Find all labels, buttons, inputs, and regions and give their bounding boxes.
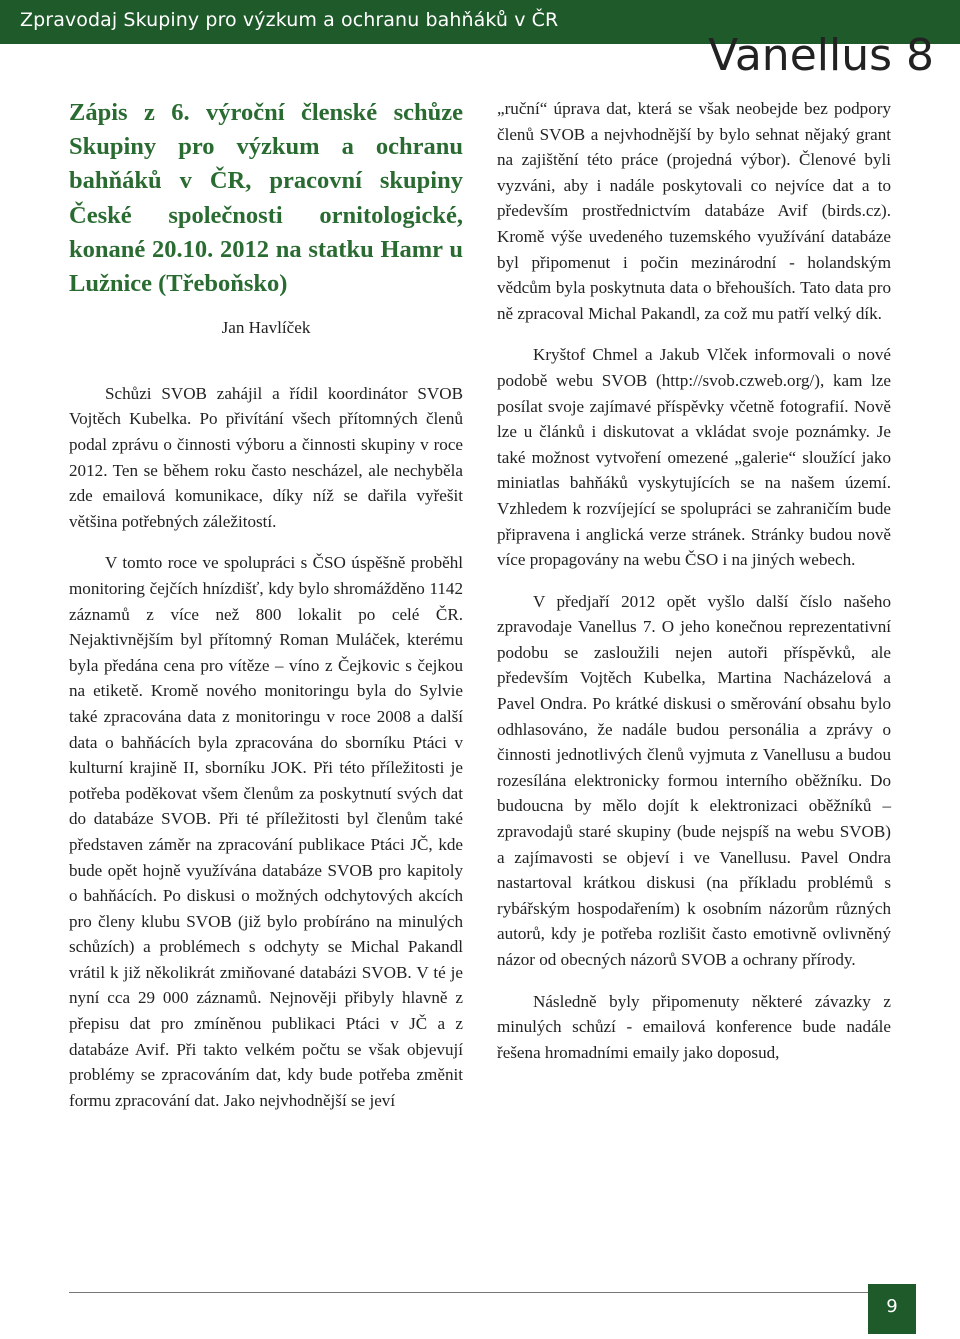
article-author: Jan Havlíček — [221, 318, 311, 338]
issue-title: Vanellus 8 — [708, 30, 934, 81]
paragraph: V předjaří 2012 opět vyšlo další číslo našeho zpravodaje Vanellus 7. O jeho konečnou reprezentativní podobu se zasloužili nejen autoři příspěvků, ale především Vojtěch Kubelka, Martina Nacházelová a Pavel Ondra. Po krátké diskusi o směrování obsahu bylo odhlasováno, že nadále budou personália a zprávy o činnosti jednotlivých členů vyjmuta z Vanellusu a budou rozesílána elektronicky formou interního oběžníku. Do budoucna by mělo dojít k elektronizaci oběžníků – zpravodajů staré skupiny (bude nejspíš na webu SVOB) a zajímavosti se objeví i ve Vanellusu. Pavel Ondra nastartoval krátkou diskusi (na příkladu problémů s rybářským hospodařením) k osobním názorům různých autorů, kdy je potřeba rozlišit často emotivně ovlivněný názor od obecných názorů SVOB a ochrany přírody. — [497, 591, 891, 969]
paragraph: V tomto roce ve spolupráci s ČSO úspěšně proběhl monitoring čejčích hnízdišť, kdy bylo shromážděno 1142 záznamů z více než 800 lokalit po celé ČR. Nejaktivnějším byl přítomný Roman Muláček, kterému byla předána cena pro vítěze – víno z Čejkovic s čejkou na etiketě. Kromě nového monitoringu byla do Sylvie také zpracována data z monitoringu v roce 2008 a další data o bahňácích byla zpracována do sborníku Ptáci v kulturní krajině II, sborníku JOK. Při této příležitosti je potřeba poděkovat všem členům za poskytnutí svých dat do databáze SVOB. Při té příležitosti byl členům také představen záměr na zpracování publikace Ptáci JČ, kde bude opět hojně využívána databáze SVOB pro kapitoly o bahňácích. Po diskusi o možných odchytových akcích pro členy klubu SVOB (již bylo probíráno na minulých schůzích) a problémech s odchyty se Michal Pakandl vrátil k již několikrát zmiňované databázi SVOB. V té je nyní cca 29 000 záznamů. Nejnověji přibyly hlavně z přepisu dat pro zmíněnou publikaci Ptáci v JČ a z databáze Avif. Při takto velkém počtu se však objevují problémy se zpracováním dat, kdy bude potřeba změnit formu zpracování dat. Jako nejvhodnější se jeví — [69, 553, 463, 1110]
article-title: Zápis z 6. výroční členské schůze Skupiny pro výzkum a ochranu bahňáků v ČR, pracovní skupiny České společnosti ornitologické, konané 20.10. 2012 na statku Hamr u Lužnice (Třeboňsko) — [69, 99, 463, 298]
right-column — [497, 96, 891, 1065]
page-number: 9 — [886, 1296, 898, 1317]
newsletter-title: Zpravodaj Skupiny pro výzkum a ochranu bahňáků v ČR — [20, 9, 559, 31]
paragraph: Následně byly připomenuty některé závazky z minulých schůzí - emailová konference bude nadále řešena hromadními emaily jako doposud, — [497, 991, 891, 1062]
paragraph: Kryštof Chmel a Jakub Vlček informovali o nové podobě webu SVOB (http://svob.czweb.org/), kam lze posílat svoje zajímavé příspěvky včetně fotografií. Nově lze u článků i diskutovat a vkládat svoje poznámky. Je také možnost vytvoření omezené „galerie“ sloužící jako miniatlas bahňáků vyskytujících se na našem území. Vzhledem k rozvíjející se spolupráci se zahraničím bude připravena i anglická verze stránek. Stránky budou nově více propagovány na webu ČSO i na jiných webech. — [497, 345, 891, 570]
page-number-box — [868, 1284, 916, 1334]
paragraph: Schůzi SVOB zahájil a řídil koordinátor SVOB Vojtěch Kubelka. Po přivítání všech přítomných členů podal zprávu o činnosti výboru a činnosti skupiny v roce 2012. Ten se během roku často nescházel, ale nechyběla zde emailová komunikace, díky níž se dařila vyřešit většina potřebných záležitostí. — [69, 383, 463, 531]
footer-divider — [69, 1292, 871, 1293]
left-column — [69, 96, 463, 1113]
paragraph: „ruční“ úprava dat, která se však neobejde bez podpory členů SVOB a nejvhodnější by bylo sehnat nějaký grant na zajištění této práce (projedná výbor). Členové byli vyzváni, aby i nadále poskytovali co nejvíce dat a to především prostřednictvím databáze Avif (birds.cz). Kromě výše uvedeného tuzemského využívání databáze byl připomenut i počin mezinárodní - holandským vědcům byla poskytnuta data o břehouších. Tato data pro ně zpracoval Michal Pakandl, za což mu patří velký dík. — [497, 99, 891, 323]
